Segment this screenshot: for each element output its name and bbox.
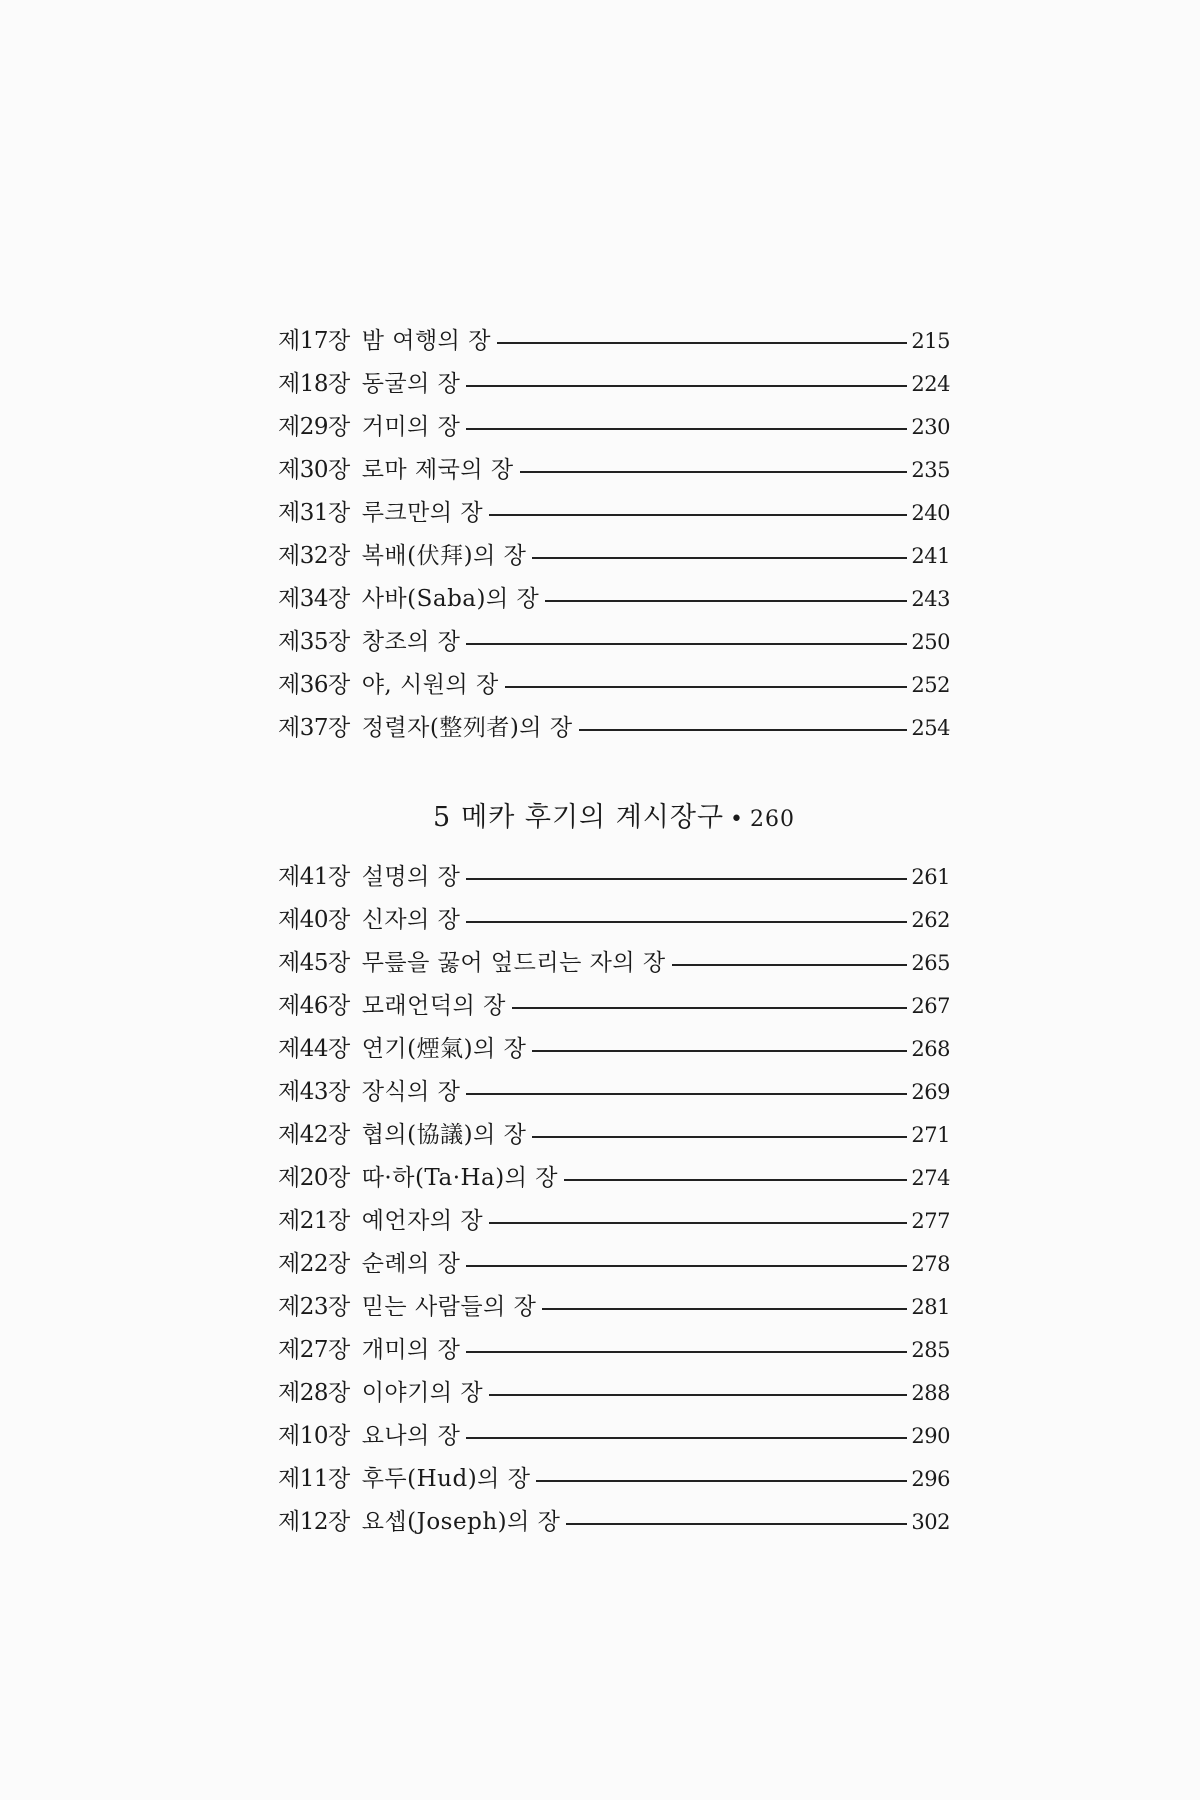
- toc-entry: [278, 1415, 950, 1458]
- leader-line: [536, 1480, 907, 1482]
- toc-entry: [278, 664, 950, 707]
- page-number: 271: [911, 1123, 950, 1147]
- toc-entry: [278, 1200, 950, 1243]
- chapter-number: 제11장: [278, 1466, 350, 1492]
- chapter-number: 제23장: [278, 1294, 350, 1320]
- chapter-number: 제34장: [278, 586, 350, 612]
- chapter-number: 제42장: [278, 1122, 350, 1148]
- chapter-number: 제22장: [278, 1251, 350, 1277]
- chapter-title: 믿는 사람들의 장: [361, 1294, 537, 1320]
- chapter-title: 신자의 장: [361, 907, 461, 933]
- page-number: 285: [911, 1338, 950, 1362]
- toc-entry: [278, 707, 950, 750]
- leader-line: [466, 921, 907, 923]
- toc-entry: [278, 942, 950, 985]
- chapter-title: 로마 제국의 장: [361, 457, 514, 483]
- chapter-title: 밤 여행의 장: [361, 328, 491, 354]
- toc-entry: [278, 363, 950, 406]
- chapter-title: 장식의 장: [361, 1079, 461, 1105]
- page-number: 262: [911, 908, 950, 932]
- leader-line: [489, 514, 907, 516]
- toc-list-part-b: [278, 856, 950, 1544]
- page-number: 281: [911, 1295, 950, 1319]
- page-number: 252: [911, 673, 950, 697]
- page-number: 243: [911, 587, 950, 611]
- toc-entry: [278, 1329, 950, 1372]
- leader-line: [532, 1050, 907, 1052]
- page-number: 302: [911, 1510, 950, 1534]
- chapter-title: 야, 시원의 장: [361, 672, 499, 698]
- leader-line: [466, 385, 907, 387]
- page-number: 278: [911, 1252, 950, 1276]
- chapter-number: 제37장: [278, 715, 350, 741]
- chapter-title: 정렬자(整列者)의 장: [361, 715, 573, 741]
- chapter-number: 제29장: [278, 414, 350, 440]
- toc-entry: [278, 985, 950, 1028]
- leader-line: [466, 1351, 907, 1353]
- chapter-title: 요셉(Joseph)의 장: [361, 1509, 561, 1535]
- chapter-number: 제40장: [278, 907, 350, 933]
- chapter-number: 제46장: [278, 993, 350, 1019]
- leader-line: [466, 1437, 907, 1439]
- page-number: 240: [911, 501, 950, 525]
- page-number: 254: [911, 716, 950, 740]
- chapter-title: 연기(煙氣)의 장: [361, 1036, 527, 1062]
- chapter-number: 제36장: [278, 672, 350, 698]
- leader-line: [466, 1093, 907, 1095]
- toc-entry: [278, 899, 950, 942]
- toc-entry: [278, 1458, 950, 1501]
- toc-entry: [278, 1372, 950, 1415]
- chapter-number: 제35장: [278, 629, 350, 655]
- toc-entry: [278, 1286, 950, 1329]
- toc-list-part-a: [278, 320, 950, 750]
- page-number: 215: [911, 329, 950, 353]
- toc-entry: [278, 1028, 950, 1071]
- section-page-number: 260: [750, 807, 796, 832]
- toc-entry: [278, 406, 950, 449]
- section-title: 메카 후기의 계시장구: [461, 802, 725, 833]
- chapter-title: 사바(Saba)의 장: [361, 586, 540, 612]
- page-number: 290: [911, 1424, 950, 1448]
- toc-entry: [278, 1243, 950, 1286]
- chapter-title: 창조의 장: [361, 629, 461, 655]
- leader-line: [542, 1308, 907, 1310]
- page-number: 268: [911, 1037, 950, 1061]
- chapter-number: 제32장: [278, 543, 350, 569]
- toc-entry: [278, 1071, 950, 1114]
- section-heading: [278, 796, 950, 840]
- chapter-title: 예언자의 장: [361, 1208, 484, 1234]
- chapter-title: 개미의 장: [361, 1337, 461, 1363]
- chapter-title: 요나의 장: [361, 1423, 461, 1449]
- leader-line: [672, 964, 907, 966]
- chapter-title: 루크만의 장: [361, 500, 484, 526]
- chapter-title: 무릎을 꿇어 엎드리는 자의 장: [361, 950, 666, 976]
- leader-line: [545, 600, 907, 602]
- section-separator: •: [730, 807, 745, 832]
- toc-entry: [278, 1157, 950, 1200]
- chapter-title: 거미의 장: [361, 414, 461, 440]
- leader-line: [466, 428, 907, 430]
- leader-line: [466, 1265, 907, 1267]
- toc-entry: [278, 535, 950, 578]
- chapter-number: 제18장: [278, 371, 350, 397]
- leader-line: [466, 878, 907, 880]
- page-number: 250: [911, 630, 950, 654]
- page-number: 265: [911, 951, 950, 975]
- chapter-number: 제31장: [278, 500, 350, 526]
- chapter-title: 이야기의 장: [361, 1380, 484, 1406]
- toc-entry: [278, 856, 950, 899]
- leader-line: [489, 1222, 907, 1224]
- chapter-number: 제20장: [278, 1165, 350, 1191]
- chapter-number: 제45장: [278, 950, 350, 976]
- page-number: 274: [911, 1166, 950, 1190]
- page-number: 230: [911, 415, 950, 439]
- leader-line: [579, 729, 907, 731]
- page-number: 224: [911, 372, 950, 396]
- leader-line: [497, 342, 907, 344]
- page-number: 241: [911, 544, 950, 568]
- chapter-number: 제44장: [278, 1036, 350, 1062]
- toc-entry: [278, 492, 950, 535]
- chapter-title: 협의(協議)의 장: [361, 1122, 527, 1148]
- toc-entry: [278, 320, 950, 363]
- chapter-number: 제17장: [278, 328, 350, 354]
- leader-line: [532, 557, 907, 559]
- leader-line: [566, 1523, 907, 1525]
- leader-line: [466, 643, 907, 645]
- toc-entry: [278, 1114, 950, 1157]
- chapter-title: 동굴의 장: [361, 371, 461, 397]
- leader-line: [489, 1394, 907, 1396]
- leader-line: [532, 1136, 907, 1138]
- chapter-number: 제41장: [278, 864, 350, 890]
- page-number: 296: [911, 1467, 950, 1491]
- chapter-title: 복배(伏拜)의 장: [361, 543, 527, 569]
- leader-line: [505, 686, 907, 688]
- page-number: 288: [911, 1381, 950, 1405]
- leader-line: [520, 471, 907, 473]
- page-number: 277: [911, 1209, 950, 1233]
- page-number: 261: [911, 865, 950, 889]
- chapter-title: 따·하(Ta·Ha)의 장: [361, 1165, 558, 1191]
- chapter-title: 모래언덕의 장: [361, 993, 506, 1019]
- toc-entry: [278, 621, 950, 664]
- chapter-number: 제28장: [278, 1380, 350, 1406]
- chapter-number: 제30장: [278, 457, 350, 483]
- page-number: 269: [911, 1080, 950, 1104]
- chapter-number: 제12장: [278, 1509, 350, 1535]
- chapter-title: 설명의 장: [361, 864, 461, 890]
- chapter-number: 제43장: [278, 1079, 350, 1105]
- chapter-number: 제27장: [278, 1337, 350, 1363]
- chapter-title: 후두(Hud)의 장: [361, 1466, 531, 1492]
- chapter-title: 순례의 장: [361, 1251, 461, 1277]
- leader-line: [512, 1007, 907, 1009]
- toc-entry: [278, 449, 950, 492]
- chapter-number: 제10장: [278, 1423, 350, 1449]
- page-number: 235: [911, 458, 950, 482]
- page-number: 267: [911, 994, 950, 1018]
- chapter-number: 제21장: [278, 1208, 350, 1234]
- leader-line: [564, 1179, 907, 1181]
- toc-entry: [278, 578, 950, 621]
- section-number: 5: [432, 802, 452, 833]
- toc-entry: [278, 1501, 950, 1544]
